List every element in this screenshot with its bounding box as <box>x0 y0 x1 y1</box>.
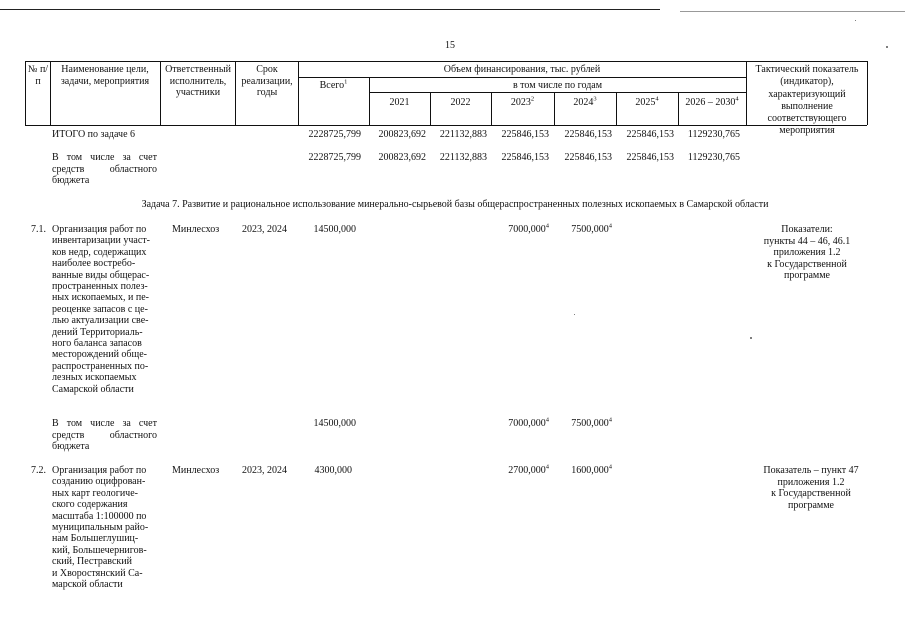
header-col-by-years: в том числе по годам <box>512 80 603 91</box>
header-col-funding: Объем финансирования, тыс. рублей <box>443 64 601 75</box>
item-responsible: Минлесхоз <box>172 465 220 476</box>
header-year-2024: 2024$^3$ <box>573 95 597 108</box>
total-row-2024: 225846,153 <box>564 129 612 140</box>
total-row-2023: 225846,153 <box>501 129 549 140</box>
budget-row-total: 14500,000 <box>313 418 356 429</box>
scan-top-edge <box>0 9 660 10</box>
budget-row-total: 2228725,799 <box>308 152 361 163</box>
header-year-2021: 2021 <box>389 97 410 108</box>
item-total: 4300,000 <box>314 465 352 476</box>
budget-row-label: В том числе за счет средств областного бюджета <box>52 418 157 453</box>
header-year-2025: 2025$^4$ <box>635 95 659 108</box>
total-row-2022: 221132,883 <box>439 129 487 140</box>
total-row-2025: 225846,153 <box>626 129 674 140</box>
budget-row-2025: 225846,153 <box>626 152 674 163</box>
item-name: Организация работ по созданию оцифрован- ных карт геологиче- ского содержания масштаба 1:100000 по муниципальным райо- нам Большеглушиц- кий, Большечернигов- ский, Пестравский и Хворостянский Са- марской области <box>52 465 149 591</box>
task7-title: Задача 7. Развитие и рациональное использование минерально-сырьевой базы общераспространенных полезных ископаемых в Самарской области <box>141 199 769 210</box>
budget-row-2023: 225846,153 <box>501 152 549 163</box>
header-year-2026-2030: 2026 – 2030$^4$ <box>685 95 739 108</box>
item-number: 7.2. <box>31 465 46 476</box>
budget-row-2021: 200823,692 <box>378 152 426 163</box>
header-col-responsible: Ответственный исполнитель, участники <box>165 64 231 99</box>
total-row-2021: 200823,692 <box>378 129 426 140</box>
scan-speck <box>886 46 888 48</box>
budget-row-label: В том числе за счет средств областного бюджета <box>52 152 157 187</box>
header-col-total: Всего$^1$ <box>319 78 348 91</box>
item-2023: 7000,000$^4$ <box>508 222 549 235</box>
scan-speck <box>574 314 575 315</box>
item-2023: 2700,000$^4$ <box>508 463 549 476</box>
header-col-name: Наименование цели, задачи, мероприятия <box>60 64 150 87</box>
header-col-num: № п/п <box>27 64 49 87</box>
item-term: 2023, 2024 <box>242 224 287 235</box>
item-2024: 1600,000$^4$ <box>571 463 612 476</box>
item-2024: 7500,000$^4$ <box>571 222 612 235</box>
scan-speck <box>855 20 856 21</box>
page-number: 15 <box>445 40 455 51</box>
budget-row-2024: 225846,153 <box>564 152 612 163</box>
header-col-indicator: Тактический показатель (индикатор), характеризующий выполнение соответствующего мероприятия <box>755 64 859 137</box>
total-row-2026-2030: 1129230,765 <box>687 129 740 140</box>
total-row-label: ИТОГО по задаче 6 <box>52 129 136 140</box>
item-name: Организация работ по инвентаризации участ- ков недр, содержащих наиболее востребо- ванные виды общерас- пространенных полез- ных ископаемых, и пе- реоценке запасов с це- лью актуализации све- дений Территориаль- ного баланса запасов месторождений обще- распространенных по- лезных ископаемых Самарской области <box>52 224 150 395</box>
total-row-total: 2228725,799 <box>308 129 361 140</box>
header-year-2023: 2023$^2$ <box>510 95 535 108</box>
budget-row-2022: 221132,883 <box>439 152 487 163</box>
item-responsible: Минлесхоз <box>172 224 220 235</box>
item-term: 2023, 2024 <box>242 465 287 476</box>
budget-row-2024: 7500,000$^4$ <box>571 416 612 429</box>
scan-speck <box>750 337 752 339</box>
header-year-2022: 2022 <box>450 97 471 108</box>
item-total: 14500,000 <box>313 224 356 235</box>
item-indicator: Показатель – пункт 47 приложения 1.2 к Государственной программе <box>763 465 859 511</box>
budget-row-2026-2030: 1129230,765 <box>687 152 740 163</box>
item-number: 7.1. <box>31 224 46 235</box>
header-col-term: Срок реализации, годы <box>241 64 293 99</box>
item-indicator: Показатели: пункты 44 – 46, 46.1 приложения 1.2 к Государственной программе <box>763 224 851 282</box>
scan-top-edge-right <box>680 11 905 12</box>
budget-row-2023: 7000,000$^4$ <box>508 416 549 429</box>
